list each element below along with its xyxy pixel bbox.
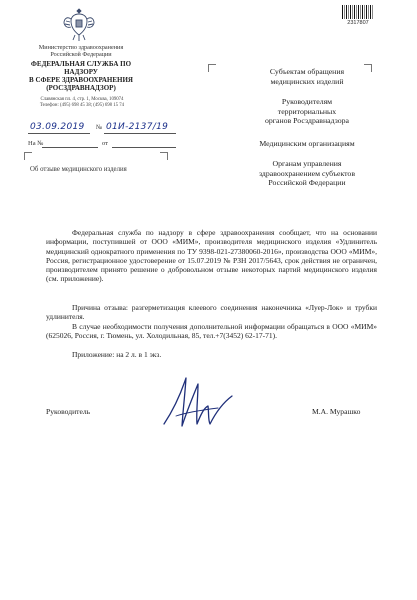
recipient-line: территориальных [277,106,337,116]
address-line-2: Телефон: (495) 698 45 38; (495) 698 15 74 [39,103,125,108]
agency-address [30,97,134,109]
recipient-1 [248,67,366,86]
agency-line-3: (РОСЗДРАВНАДЗОР) [46,84,116,92]
outgoing-number: 01И-2137/19 [106,122,169,132]
recipient-line: Субъектам обращения [269,67,345,76]
agency-line-2: В СФЕРЕ ЗДРАВООХРАНЕНИЯ [29,76,133,84]
address-bracket-left [208,64,216,72]
recipient-line: медицинских изделий [270,76,344,86]
ministry-line-2: Российской Федерации [50,51,112,58]
recipient-line: Органам управления [272,159,342,168]
signatory-role: Руководитель [46,407,91,416]
recipient-line: органов Росздравнадзора [265,116,349,125]
body-paragraph-1: Федеральная служба по надзору в сфере здравоохранения сообщает, что на основании информации, поступившей от ООО «МИМ», производителя медицинского изделия «Удлинитель медицинский однократного применения по ТУ 9398-021-27380060-2016», производства ООО «МИМ», Россия, регистрационное удостоверение от 15.07.2019 № РЗН 2017/5643, срок действия не ограничен, производителем принято решение о добровольном отзыве некоторых партий медицинского изделия (см. приложение). [46,228,377,284]
reference-number-label: На № [28,140,44,147]
address-line-1: Славянская пл. 4, стр. 1, Москва, 109074 [40,97,124,102]
body-paragraph-2: Причина отзыва: разгерметизация клеевого соединения наконечника «Луер-Лок» и трубки удлинителя. [46,303,377,322]
subject-bracket-left [24,152,32,160]
reference-date-field [112,147,176,148]
registration-number: 2317807 [347,20,369,26]
letter-subject: Об отзыве медицинского изделия [30,166,127,173]
recipient-3 [248,139,366,149]
signatory-name: М.А. Мурашко [312,407,361,416]
ministry-name [20,44,142,58]
ministry-line-1: Министерство здравоохранения [38,44,124,51]
agency-name [16,60,146,92]
outgoing-date: 03.09.2019 [30,122,85,132]
recipient-2 [248,97,366,126]
reference-date-label: от [102,140,109,147]
outgoing-number-label: № [96,124,103,131]
recipient-4 [248,159,366,188]
recipient-line: Российской Федерации [268,178,346,187]
body-paragraph-3: В случае необходимости получения дополнительной информации обращаться в ООО «МИМ» (625026, Россия, г. Тюмень, ул. Холодильная, 85, тел.+7(3452) 62-17-71). [46,322,377,341]
attachment-note: Приложение: на 2 л. в 1 экз. [72,350,162,359]
recipient-line: Руководителям [281,97,333,106]
recipient-line: здравоохранением субъектов [258,168,356,178]
reference-number-field [42,147,98,148]
coat-of-arms-icon [62,5,96,43]
barcode-icon [342,5,374,19]
agency-line-1: ФЕДЕРАЛЬНАЯ СЛУЖБА ПО НАДЗОРУ [30,60,132,76]
date-underline [28,133,90,134]
handwritten-signature [158,372,244,434]
number-underline [104,133,176,134]
recipient-line: Медицинским организациям [259,139,355,148]
subject-bracket-right [160,152,168,160]
